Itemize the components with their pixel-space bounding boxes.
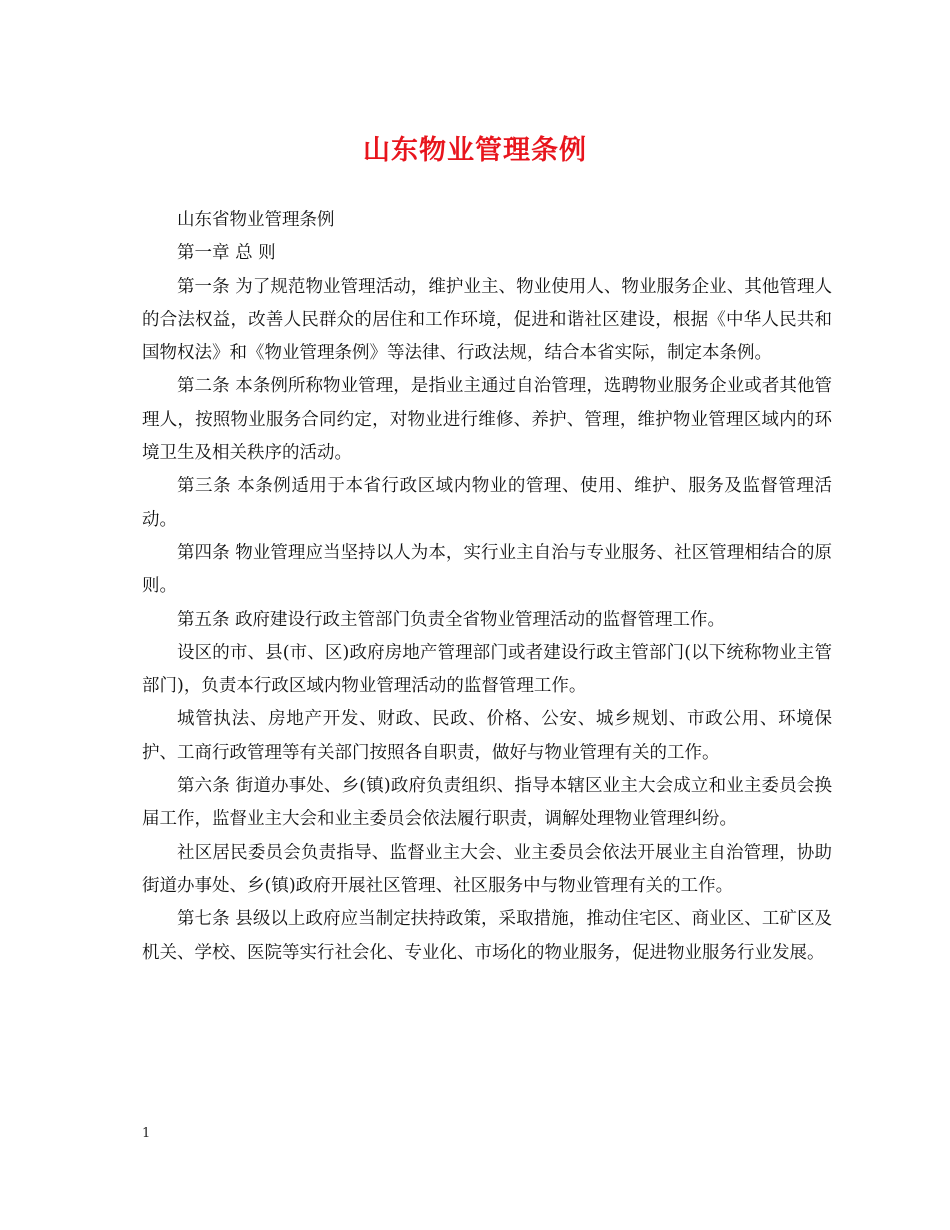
- paragraph-article-1: 第一条 为了规范物业管理活动，维护业主、物业使用人、物业服务企业、其他管理人的合法权益，改善人民群众的居住和工作环境，促进和谐社区建设，根据《中华人民共和国物权法》和《物业管理条例》等法律、行政法规，结合本省实际，制定本条例。: [142, 276, 832, 364]
- paragraph-article-4: 第四条 物业管理应当坚持以人为本，实行业主自治与专业服务、社区管理相结合的原则。: [142, 542, 832, 597]
- paragraph-article-6: 第六条 街道办事处、乡(镇)政府负责组织、指导本辖区业主大会成立和业主委员会换届工作，监督业主大会和业主委员会依法履行职责，调解处理物业管理纠纷。: [142, 776, 832, 830]
- paragraph-article-5-clause-2: 设区的市、县(市、区)政府房地产管理部门或者建设行政主管部门(以下统称物业主管部门)，负责本行政区域内物业管理活动的监督管理工作。: [142, 642, 832, 697]
- paragraph-chapter-heading: 第一章 总 则: [177, 243, 276, 264]
- paragraph-subtitle: 山东省物业管理条例: [177, 210, 335, 230]
- document-body: [142, 204, 832, 970]
- paragraph-article-7: 第七条 县级以上政府应当制定扶持政策，采取措施，推动住宅区、商业区、工矿区及机关、学校、医院等实行社会化、专业化、市场化的物业服务，促进物业服务行业发展。: [142, 909, 832, 963]
- paragraph-article-3: 第三条 本条例适用于本省行政区域内物业的管理、使用、维护、服务及监督管理活动。: [142, 476, 832, 530]
- paragraph-article-5: 第五条 政府建设行政主管部门负责全省物业管理活动的监督管理工作。: [177, 609, 726, 630]
- paragraph-article-6-clause-2: 社区居民委员会负责指导、监督业主大会、业主委员会依法开展业主自治管理，协助街道办事处、乡(镇)政府开展社区管理、社区服务中与物业管理有关的工作。: [142, 842, 832, 896]
- paragraph-article-5-clause-3: 城管执法、房地产开发、财政、民政、价格、公安、城乡规划、市政公用、环境保护、工商行政管理等有关部门按照各自职责，做好与物业管理有关的工作。: [142, 709, 832, 763]
- page-number: 1: [142, 1126, 151, 1141]
- document-title: 山东物业管理条例: [363, 135, 587, 166]
- paragraph-article-2: 第二条 本条例所称物业管理，是指业主通过自治管理，选聘物业服务企业或者其他管理人，按照物业服务合同约定，对物业进行维修、养护、管理，维护物业管理区域内的环境卫生及相关秩序的活动。: [142, 376, 832, 464]
